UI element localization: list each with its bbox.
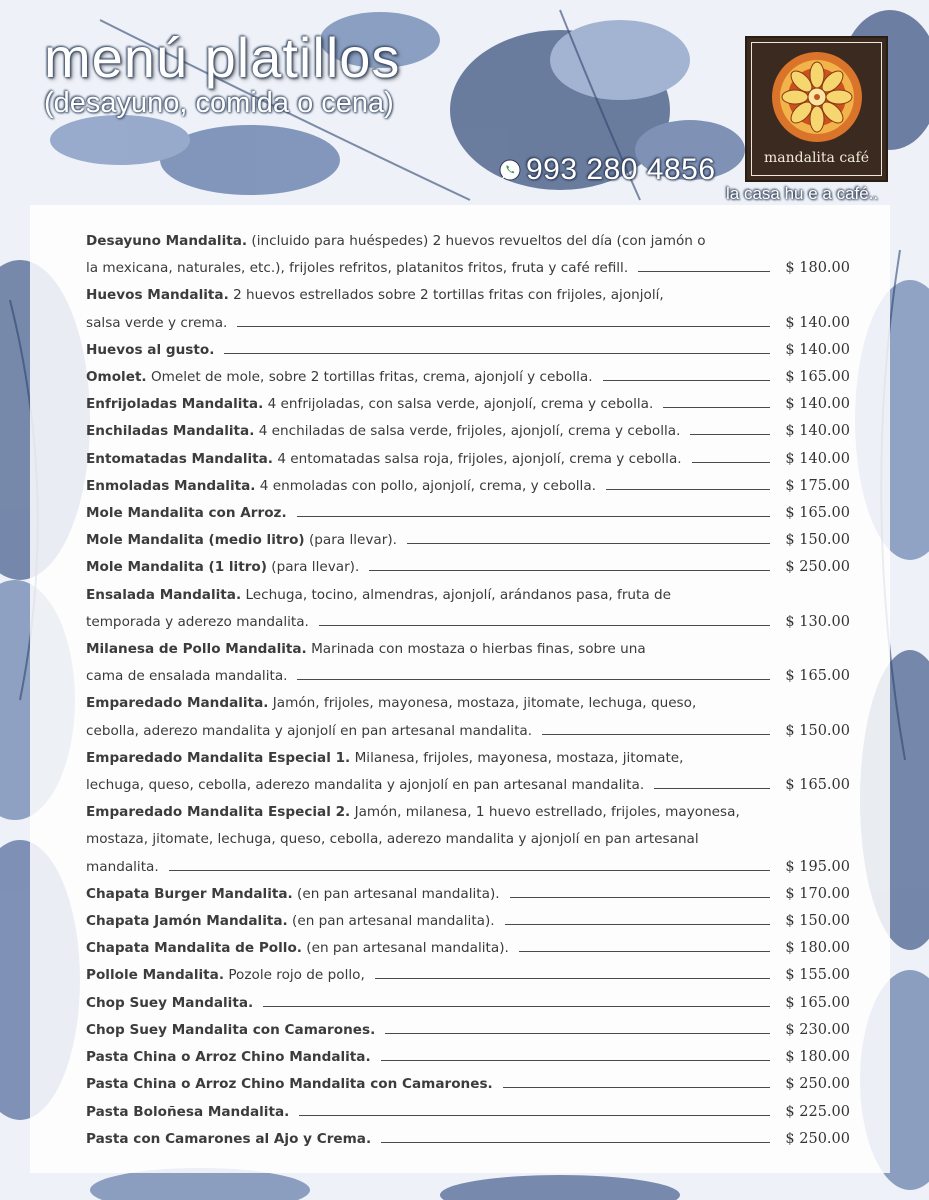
menu-item-description: temporada y aderezo mandalita. (86, 613, 309, 630)
menu-item-text (86, 854, 159, 881)
menu-item-leader (369, 570, 770, 571)
menu-item-text (86, 1044, 371, 1071)
menu-item-description: Jamón, milanesa, 1 huevo estrellado, frijoles, mayonesa, (354, 804, 740, 821)
menu-item-leader (299, 1115, 770, 1116)
menu-item (86, 337, 850, 364)
menu-item-name: Pasta con Camarones al Ajo y Crema. (86, 1130, 372, 1147)
menu-item-line (86, 582, 850, 609)
menu-item-price: $ 140.00 (785, 423, 850, 440)
menu-item-text (86, 1071, 493, 1098)
menu-item-leader (237, 326, 770, 327)
menu-item-leader (654, 788, 770, 789)
menu-item-name: Chop Suey Mandalita con Camarones. (86, 1021, 376, 1038)
menu-item-text (86, 962, 365, 989)
menu-item (86, 745, 850, 799)
menu-item-leader (319, 625, 770, 626)
menu-item-name: Chapata Burger Mandalita. (86, 885, 293, 902)
menu-item-last-line (86, 1099, 850, 1126)
menu-item (86, 228, 850, 282)
menu-item-last-line (86, 337, 850, 364)
menu-item-line (86, 690, 850, 717)
menu-item-price: $ 230.00 (785, 1021, 850, 1038)
tagline: la casa hu e a café.. (726, 184, 879, 203)
menu-item-description: 4 enfrijoladas, con salsa verde, ajonjolí, crema y cebolla. (267, 396, 654, 413)
menu-item-leader (505, 924, 770, 925)
menu-item-leader (407, 543, 770, 544)
menu-item-price: $ 175.00 (785, 477, 850, 494)
menu-item-last-line (86, 609, 850, 636)
menu-item (86, 364, 850, 391)
menu-item-line (86, 282, 850, 309)
menu-item-description: (para llevar). (271, 559, 360, 576)
menu-item-description: (para llevar). (308, 532, 397, 549)
menu-item (86, 690, 850, 744)
menu-item (86, 935, 850, 962)
logo-text: mandalita café (764, 150, 869, 166)
menu-list (86, 228, 850, 1153)
menu-item-price: $ 180.00 (785, 260, 850, 277)
menu-item-last-line (86, 935, 850, 962)
menu-item-name: Pasta China o Arroz Chino Mandalita. (86, 1049, 371, 1066)
menu-item-line (86, 799, 850, 826)
menu-item-price: $ 195.00 (785, 858, 850, 875)
menu-item (86, 582, 850, 636)
menu-item-price: $ 250.00 (785, 1130, 850, 1147)
menu-item-text (86, 500, 287, 527)
menu-item-description: Milanesa, frijoles, mayonesa, mostaza, jitomate, (354, 749, 684, 766)
menu-item-name: Pasta China o Arroz Chino Mandalita con Camarones. (86, 1076, 493, 1093)
menu-item-price: $ 150.00 (785, 532, 850, 549)
menu-item-last-line (86, 418, 850, 445)
menu-item-name: Chapata Mandalita de Pollo. (86, 940, 302, 957)
page-title: menú platillos (44, 26, 401, 89)
menu-item-last-line (86, 1126, 850, 1153)
menu-item-name: Entomatadas Mandalita. (86, 450, 273, 467)
menu-item-text (86, 750, 683, 766)
menu-item-price: $ 140.00 (785, 396, 850, 413)
menu-item-price: $ 225.00 (785, 1103, 850, 1120)
menu-item-text (86, 587, 671, 603)
phone-number: 993 280 4856 (526, 153, 716, 186)
brand-logo (745, 36, 888, 182)
menu-item-last-line (86, 554, 850, 581)
menu-item-text (86, 1099, 289, 1126)
menu-item-leader (385, 1033, 770, 1034)
menu-item-leader (638, 271, 770, 272)
menu-item-last-line (86, 310, 850, 337)
menu-item-price: $ 165.00 (785, 369, 850, 386)
page-subtitle: (desayuno, comida o cena) (44, 87, 394, 119)
menu-item-last-line (86, 500, 850, 527)
menu-item-description: 4 entomatadas salsa roja, frijoles, ajonjolí, crema y cebolla. (277, 450, 682, 467)
menu-item (86, 1126, 850, 1153)
menu-item-last-line (86, 255, 850, 282)
menu-item-last-line (86, 1071, 850, 1098)
menu-item-last-line (86, 718, 850, 745)
menu-item-name: Emparedado Mandalita Especial 2. (86, 804, 351, 821)
menu-item-name: Pasta Boloñesa Mandalita. (86, 1103, 290, 1120)
whatsapp-icon (498, 158, 522, 182)
menu-item-text (86, 337, 214, 364)
mandala-logo-icon (770, 50, 864, 144)
menu-item-last-line (86, 1044, 850, 1071)
menu-item-description: Omelet de mole, sobre 2 tortillas fritas, crema, ajonjolí y cebolla. (150, 369, 593, 386)
menu-item-last-line (86, 854, 850, 881)
menu-item-name: Huevos Mandalita. (86, 287, 229, 304)
menu-item-line (86, 826, 850, 853)
menu-item-name: Huevos al gusto. (86, 341, 215, 358)
menu-item (86, 446, 850, 473)
menu-item-price: $ 170.00 (785, 885, 850, 902)
menu-item-description: Jamón, frijoles, mayonesa, mostaza, jitomate, lechuga, queso, (272, 695, 697, 712)
menu-item-description: (en pan artesanal mandalita). (306, 940, 509, 957)
menu-item-text (86, 641, 646, 657)
menu-item-text (86, 935, 509, 962)
menu-item-text (86, 1126, 371, 1153)
menu-item-text (86, 527, 397, 554)
menu-item-description: cebolla, aderezo mandalita y ajonjolí en pan artesanal mandalita. (86, 722, 533, 739)
menu-item (86, 391, 850, 418)
menu-item-text (86, 391, 653, 418)
menu-item-leader (542, 734, 770, 735)
menu-item-name: Mole Mandalita (1 litro) (86, 559, 267, 576)
menu-item-leader (692, 462, 770, 463)
menu-item-line (86, 745, 850, 772)
menu-item-price: $ 180.00 (785, 1049, 850, 1066)
menu-item-line (86, 228, 850, 255)
menu-item-description: mandalita. (86, 858, 159, 875)
menu-item-name: Omolet. (86, 369, 147, 386)
menu-item-leader (263, 1006, 770, 1007)
menu-item-description: (en pan artesanal mandalita). (292, 913, 495, 930)
menu-item-description: 4 enchiladas de salsa verde, frijoles, ajonjolí, crema y cebolla. (258, 423, 681, 440)
menu-item-price: $ 165.00 (785, 505, 850, 522)
menu-item-price: $ 250.00 (785, 559, 850, 576)
menu-item (86, 418, 850, 445)
menu-item-name: Mole Mandalita con Arroz. (86, 505, 287, 522)
menu-item (86, 881, 850, 908)
menu-item-name: Enchiladas Mandalita. (86, 423, 255, 440)
menu-item-price: $ 140.00 (785, 341, 850, 358)
menu-item (86, 908, 850, 935)
menu-item-text (86, 908, 495, 935)
menu-item (86, 636, 850, 690)
menu-item-description: Lechuga, tocino, almendras, ajonjolí, arándanos pasa, fruta de (245, 586, 672, 603)
menu-item (86, 1044, 850, 1071)
menu-item-name: Milanesa de Pollo Mandalita. (86, 641, 307, 658)
menu-item (86, 1017, 850, 1044)
menu-item-price: $ 165.00 (785, 994, 850, 1011)
menu-item-description: (en pan artesanal mandalita). (297, 885, 500, 902)
menu-item-price: $ 150.00 (785, 913, 850, 930)
menu-item-last-line (86, 527, 850, 554)
menu-item (86, 473, 850, 500)
menu-item-last-line (86, 990, 850, 1017)
menu-item-text (86, 990, 253, 1017)
menu-item-leader (381, 1060, 770, 1061)
menu-item-price: $ 250.00 (785, 1076, 850, 1093)
menu-item (86, 282, 850, 336)
menu-item-leader (381, 1142, 770, 1143)
menu-item-last-line (86, 772, 850, 799)
menu-item-text (86, 310, 227, 337)
menu-item (86, 799, 850, 881)
menu-item-leader (663, 407, 770, 408)
menu-item-description: Pozole rojo de pollo, (228, 967, 365, 984)
menu-item-text (86, 473, 596, 500)
menu-item-description: salsa verde y crema. (86, 314, 228, 331)
menu-item-line (86, 636, 850, 663)
menu-item-price: $ 165.00 (785, 668, 850, 685)
menu-item-leader (297, 679, 770, 680)
menu-item (86, 554, 850, 581)
menu-item-name: Enfrijoladas Mandalita. (86, 396, 264, 413)
menu-item-name: Desayuno Mandalita. (86, 233, 248, 249)
menu-item-leader (169, 870, 770, 871)
menu-item-text (86, 772, 644, 799)
menu-item-leader (519, 951, 770, 952)
menu-item-description: (incluido para huéspedes) 2 huevos revueltos del día (con jamón o (251, 233, 706, 249)
menu-item (86, 500, 850, 527)
menu-item (86, 1099, 850, 1126)
menu-item-price: $ 180.00 (785, 940, 850, 957)
menu-item-last-line (86, 364, 850, 391)
menu-item-description: 4 enmoladas con pollo, ajonjolí, crema, y cebolla. (259, 477, 596, 494)
menu-item-name: Emparedado Mandalita Especial 1. (86, 749, 351, 766)
menu-item-text (86, 804, 740, 820)
menu-item-price: $ 140.00 (785, 450, 850, 467)
menu-item-description: cama de ensalada mandalita. (86, 668, 288, 685)
menu-item-name: Pollole Mandalita. (86, 967, 225, 984)
menu-item-text (86, 255, 628, 282)
menu-item-description: lechuga, queso, cebolla, aderezo mandalita y ajonjolí en pan artesanal mandalita. (86, 777, 645, 794)
menu-item (86, 1071, 850, 1098)
menu-item-description: Marinada con mostaza o hierbas finas, sobre una (311, 641, 646, 658)
menu-item-description: mostaza, jitomate, lechuga, queso, cebolla, aderezo mandalita y ajonjolí en pan artesanal (86, 831, 699, 848)
menu-item-leader (510, 897, 770, 898)
menu-item-price: $ 150.00 (785, 722, 850, 739)
menu-item-text (86, 446, 682, 473)
menu-item-text (86, 233, 706, 249)
menu-item-last-line (86, 1017, 850, 1044)
menu-item-price: $ 165.00 (785, 777, 850, 794)
menu-item-name: Emparedado Mandalita. (86, 695, 269, 712)
menu-item-name: Chop Suey Mandalita. (86, 994, 254, 1011)
menu-item-leader (606, 489, 770, 490)
menu-item-price: $ 130.00 (785, 613, 850, 630)
menu-item-last-line (86, 446, 850, 473)
menu-item-leader (297, 516, 770, 517)
menu-item-text (86, 609, 309, 636)
menu-item-leader (503, 1087, 770, 1088)
menu-item-last-line (86, 908, 850, 935)
menu-item-name: Enmoladas Mandalita. (86, 477, 256, 494)
menu-item-leader (603, 380, 770, 381)
menu-item-description: 2 huevos estrellados sobre 2 tortillas fritas con frijoles, ajonjolí, (233, 287, 664, 304)
phone-contact[interactable] (498, 153, 716, 187)
menu-item-text (86, 695, 696, 711)
menu-item (86, 990, 850, 1017)
menu-item-text (86, 418, 680, 445)
menu-item-text (86, 554, 359, 581)
menu-item-text (86, 287, 664, 303)
menu-item-last-line (86, 473, 850, 500)
menu-item (86, 962, 850, 989)
menu-item-leader (690, 434, 770, 435)
menu-item-leader (375, 978, 770, 979)
menu-item-text (86, 1017, 375, 1044)
menu-item-price: $ 155.00 (785, 967, 850, 984)
menu-item (86, 527, 850, 554)
menu-item-price: $ 140.00 (785, 314, 850, 331)
menu-item-text (86, 881, 500, 908)
menu-item-name: Mole Mandalita (medio litro) (86, 532, 305, 549)
menu-item-name: Ensalada Mandalita. (86, 586, 242, 603)
menu-item-last-line (86, 881, 850, 908)
menu-item-name: Chapata Jamón Mandalita. (86, 913, 288, 930)
menu-item-last-line (86, 663, 850, 690)
menu-item-text (86, 364, 593, 391)
menu-item-leader (224, 353, 770, 354)
menu-item-last-line (86, 962, 850, 989)
menu-item-text (86, 663, 287, 690)
menu-item-text (86, 831, 699, 847)
menu-item-text (86, 718, 532, 745)
menu-item-description: la mexicana, naturales, etc.), frijoles refritos, platanitos fritos, fruta y café refill. (86, 260, 629, 277)
menu-item-last-line (86, 391, 850, 418)
